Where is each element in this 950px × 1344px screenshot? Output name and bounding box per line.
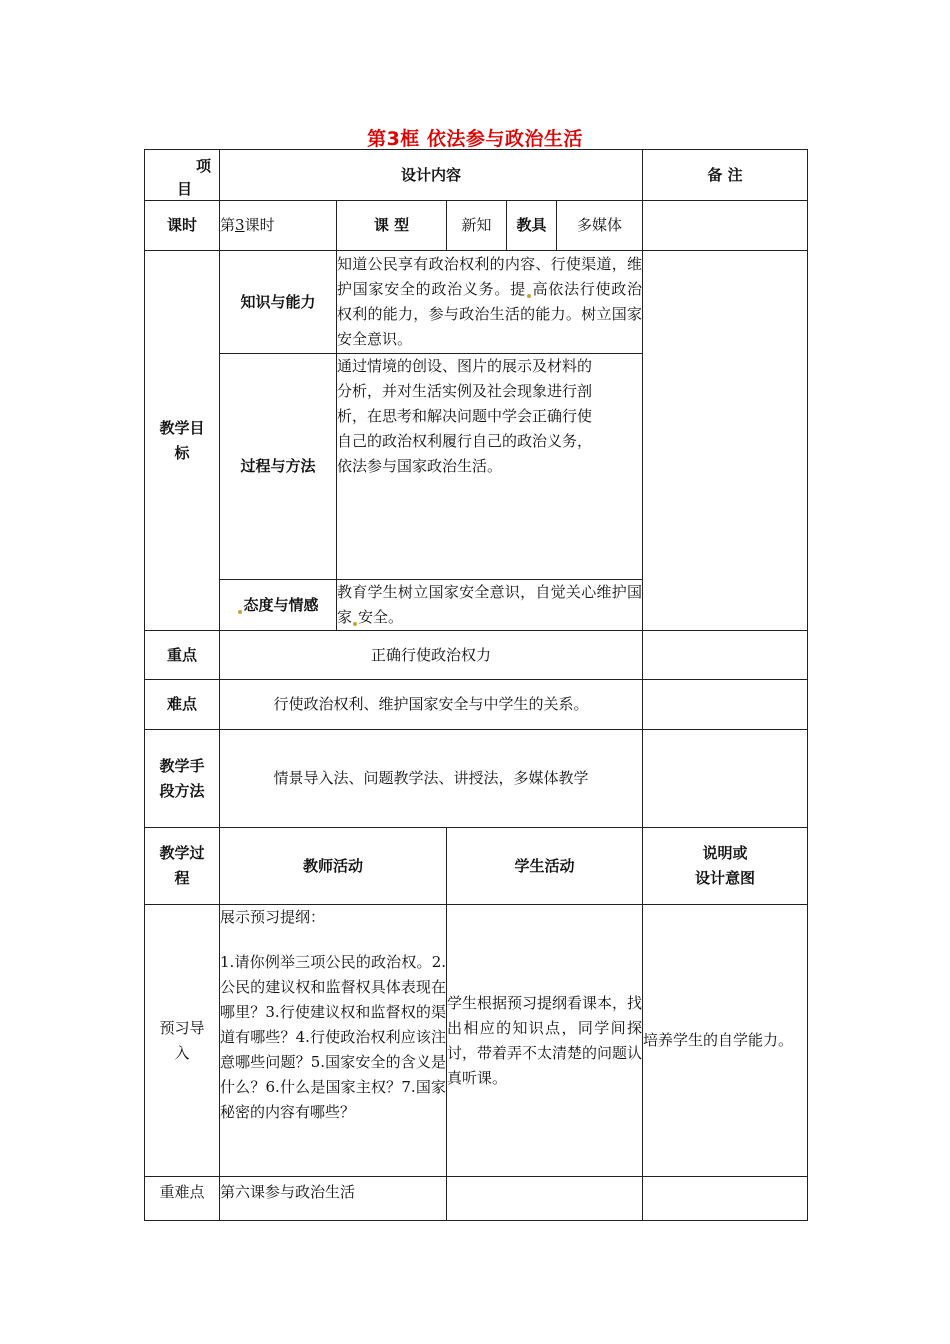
lesson-plan-table xyxy=(144,149,808,1221)
project-header-cell xyxy=(145,150,220,201)
attitude-emotion-label: 态度与情感 xyxy=(220,580,337,631)
design-intent-header: 说明或 设计意图 xyxy=(643,828,808,905)
key-difficult-student-cell xyxy=(447,1177,643,1221)
teaching-tool-value: 多媒体 xyxy=(557,201,643,251)
preview-student-activity: 学生根据预习提纲看课本，找出相应的知识点，同学间探讨，带着弄不太清楚的问题认真听课。 xyxy=(447,905,643,1177)
goal-knowledge-row xyxy=(145,251,808,354)
methods-text: 情景导入法、问题教学法、讲授法，多媒体教学 xyxy=(220,730,643,828)
process-header-row xyxy=(145,828,808,905)
class-info-row xyxy=(145,201,808,251)
key-difficult-label: 重难点 xyxy=(145,1177,220,1221)
class-period-label: 课时 xyxy=(145,201,220,251)
key-point-row xyxy=(145,631,808,680)
key-point-label: 重点 xyxy=(145,631,220,680)
methods-remark xyxy=(643,730,808,828)
attitude-emotion-text: 教育学生树立国家安全意识，自觉关心维护国家 安全。 xyxy=(337,580,643,631)
knowledge-ability-text: 知道公民享有政治权利的内容、行使渠道，维护国家安全的政治义务。提 高依法行使政治权利的能力，参与政治生活的能力。树立国家安全意识。 xyxy=(337,251,643,354)
knowledge-ability-label: 知识与能力 xyxy=(220,251,337,354)
design-content-header: 设计内容 xyxy=(220,150,643,201)
page-title: 第3框 依法参与政治生活 xyxy=(367,128,583,150)
goals-remark xyxy=(643,251,808,631)
key-difficult-row xyxy=(145,1177,808,1221)
student-activity-header: 学生活动 xyxy=(447,828,643,905)
difficulty-label: 难点 xyxy=(145,680,220,730)
header-row xyxy=(145,150,808,201)
preview-label: 预习导 入 xyxy=(145,905,220,1177)
mark-dot xyxy=(238,610,242,614)
teaching-process-label: 教学过 程 xyxy=(145,828,220,905)
key-difficult-remark xyxy=(643,1177,808,1221)
difficulty-row xyxy=(145,680,808,730)
preview-teacher-activity: 展示预习提纲： 1.请你例举三项公民的政治权。2.公民的建议权和监督权具体表现在哪里？3.行使建议权和监督权的渠道有哪些？4.行使政治权利应该注意哪些问题？5.国家安全的含义是什么？6.什么是国家主权？7.国家秘密的内容有哪些？ xyxy=(220,905,447,1177)
preview-design-intent: 培养学生的自学能力。 xyxy=(643,905,808,1177)
process-method-label: 过程与方法 xyxy=(220,354,337,580)
teaching-tool-label: 教具 xyxy=(507,201,557,251)
key-point-text: 正确行使政治权力 xyxy=(220,631,643,680)
methods-row xyxy=(145,730,808,828)
teacher-activity-header: 教师活动 xyxy=(220,828,447,905)
class-info-remark xyxy=(643,201,808,251)
class-type-value: 新知 xyxy=(447,201,507,251)
project-header-line1: 项 xyxy=(195,157,211,175)
project-header-line2: 目 xyxy=(177,180,193,198)
key-point-remark xyxy=(643,631,808,680)
mark-dot xyxy=(527,294,531,298)
key-difficult-teacher-text: 第六课参与政治生活 xyxy=(220,1177,447,1221)
period-number: 3 xyxy=(235,216,245,234)
difficulty-remark xyxy=(643,680,808,730)
remark-header: 备 注 xyxy=(643,150,808,201)
methods-label: 教学手 段方法 xyxy=(145,730,220,828)
teaching-goals-label: 教学目 标 xyxy=(145,251,220,631)
difficulty-text: 行使政治权利、维护国家安全与中学生的关系。 xyxy=(220,680,643,730)
preview-row xyxy=(145,905,808,1177)
class-type-label: 课 型 xyxy=(337,201,447,251)
mark-dot xyxy=(353,622,357,626)
class-period-value: 第3课时 xyxy=(220,201,337,251)
process-method-text: 通过情境的创设、图片的展示及材料的 分析，并对生活实例及社会现象进行剖 析，在思考和解决问题中学会正确行使 自己的政治权利履行自己的政治义务， 依法参与国家政治生活。 xyxy=(337,354,643,580)
